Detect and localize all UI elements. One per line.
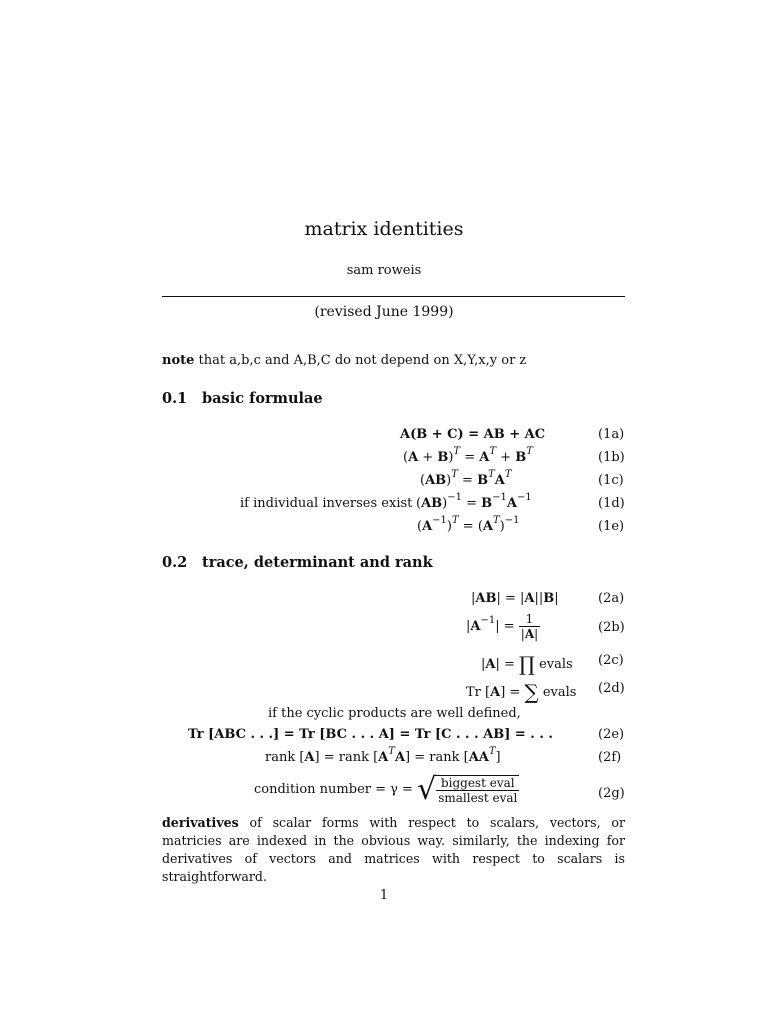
equation-label-1d: (1d): [598, 496, 625, 511]
equation-label-2e: (2e): [598, 727, 625, 742]
equation-label-1e: (1e): [598, 519, 625, 534]
fraction-2b: [519, 612, 540, 641]
fraction-denominator: smallest eval: [438, 790, 518, 805]
equation-label-2c: (2c): [598, 653, 624, 668]
equation-2e-text: Tr [ABC . . .] = Tr [BC . . . A] = Tr [C . . . AB] = . . .: [188, 727, 553, 742]
paragraph-lead: derivatives: [162, 815, 239, 830]
equation-2e-condition: if the cyclic products are well defined,: [268, 706, 521, 721]
equation-label-2f: (2f): [598, 750, 622, 765]
section-number: 0.1: [162, 390, 188, 407]
equation-1e: $(A^{-1})^T = (A^T)^{-1}$: [417, 515, 520, 534]
paragraph-text: of scalar forms with respect to scalars, vectors, or matricies are indexed in the obvious way. similarly, the indexing for derivatives of vectors and matrices with respect to scalars is straightforward.: [162, 815, 625, 884]
fraction-2g: [436, 776, 519, 805]
equation-1c: $(AB)^T = B^TA^T$: [420, 469, 512, 488]
square-root: [417, 772, 519, 807]
note-lead: note: [162, 353, 195, 368]
equation-2g-lhs: condition number = γ =: [254, 782, 413, 797]
page-number: 1: [379, 888, 389, 903]
equation-label-2a: (2a): [598, 591, 625, 606]
equation-label-1b: (1b): [598, 450, 625, 465]
section-title: basic formulae: [202, 390, 323, 407]
author: sam roweis: [346, 263, 422, 278]
title-rule: [162, 296, 625, 297]
equation-2f: rank [A] = rank $[A^TA]$ = rank $[AA^T]$: [265, 746, 501, 765]
equation-label-2g: (2g): [598, 786, 625, 801]
sum-symbol: ∑: [524, 680, 539, 704]
equation-label-2d: (2d): [598, 681, 625, 696]
equation-1d-condition: if individual inverses exist: [240, 496, 413, 511]
section-number: 0.2: [162, 554, 188, 571]
equation-1a: [400, 427, 545, 442]
equation-2e: [188, 727, 553, 742]
equation-1d: $(AB)^{-1} = B^{-1}A^{-1}$: [416, 492, 532, 511]
equation-2d-rhs: evals: [542, 685, 577, 700]
radicand: [436, 775, 519, 805]
product-symbol: ∏: [519, 652, 535, 676]
revised-date: (revised June 1999): [314, 304, 454, 320]
fraction-numerator: 1: [525, 612, 534, 626]
section-title: trace, determinant and rank: [202, 554, 433, 571]
equation-label-1c: (1c): [598, 473, 624, 488]
equation-2g: [254, 772, 519, 807]
paper-title: matrix identities: [304, 218, 464, 240]
equation-1a-text: A(B + C) = AB + AC: [400, 427, 546, 442]
equation-2a: |AB| = |A||B|: [471, 591, 559, 606]
equation-label-1a: (1a): [598, 427, 625, 442]
note-line: [162, 353, 526, 368]
fraction-numerator: biggest eval: [440, 775, 515, 790]
equation-2c-rhs: evals: [539, 657, 573, 672]
section-heading-basic: [162, 390, 323, 407]
fraction-denominator: |A|: [520, 627, 539, 641]
section-heading-trace: [162, 554, 433, 571]
equation-2c: |A| = ∏ evals: [481, 652, 573, 676]
note-text: that a,b,c and A,B,C do not depend on X,Y,x,y or z: [194, 353, 527, 368]
derivatives-paragraph: [162, 814, 625, 886]
equation-2b: $|A^{-1}|$ = $\frac{1}{|A|}$: [466, 612, 539, 641]
equation-1b: $(A + B)^T = A^T + B^T$: [403, 446, 533, 465]
equation-label-2b: (2b): [598, 620, 625, 635]
equation-2d: Tr [A] = ∑ evals: [466, 680, 577, 704]
radical-sign: √: [417, 772, 437, 807]
